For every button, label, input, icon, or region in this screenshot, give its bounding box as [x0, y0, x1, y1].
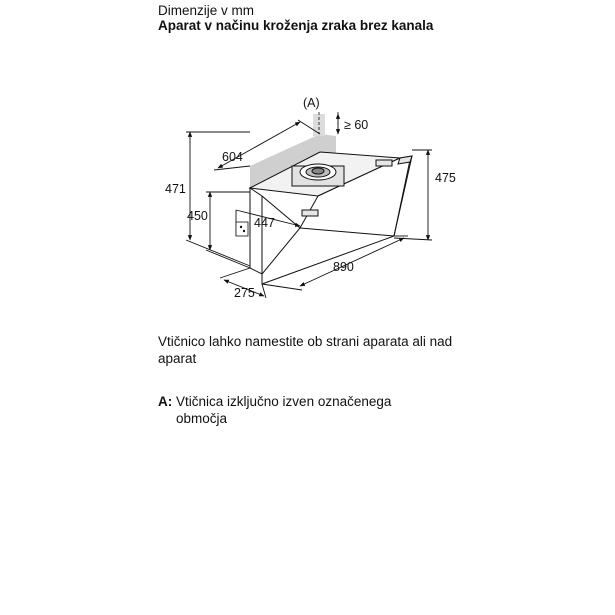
- note-a-text: Vtičnica izključno izven označenega območja: [176, 394, 392, 426]
- title-dimensions: Dimenzije v mm: [158, 3, 255, 18]
- dim-275: 275: [234, 286, 255, 300]
- dim-447: 447: [254, 216, 275, 230]
- note-a-prefix: A:: [158, 394, 173, 409]
- dim-width-604: 604: [222, 150, 243, 164]
- label-a: (A): [303, 96, 320, 110]
- dim-890: 890: [333, 260, 354, 274]
- dim-height-450: 450: [187, 209, 208, 223]
- note-a: [158, 393, 406, 427]
- dim-height-471: 471: [165, 182, 186, 196]
- dim-depth-475: 475: [435, 171, 456, 185]
- subtitle-mode: Aparat v načinu kroženja zraka brez kanala: [158, 18, 434, 33]
- dim-min-clearance: ≥ 60: [344, 118, 369, 132]
- socket-icon: [236, 222, 248, 236]
- socket-placement-note: Vtičnico lahko namestite ob strani aparata ali nad aparat: [158, 334, 453, 366]
